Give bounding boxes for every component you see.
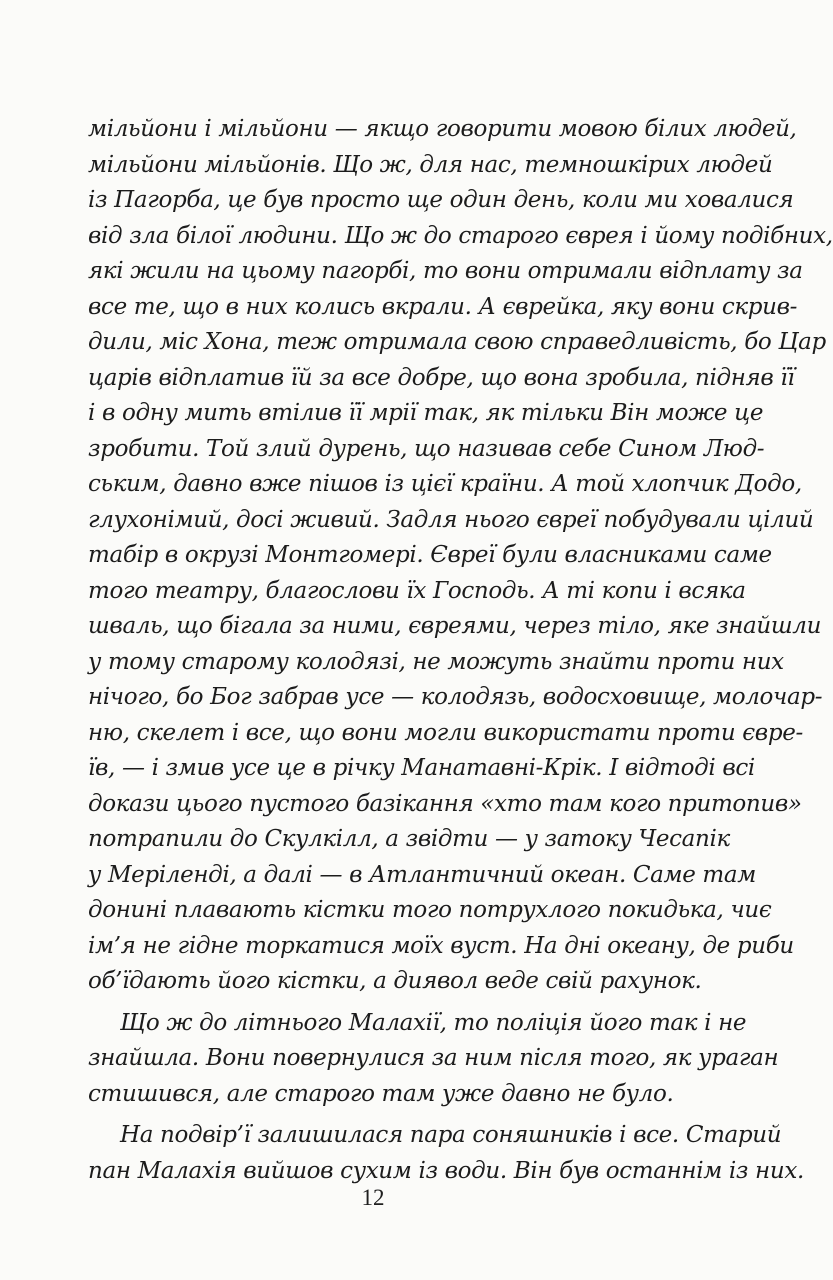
text-line: об’їдають його кістки, а диявол веде свій рахунок.	[88, 968, 702, 994]
text-line: із Пагорба, це був просто ще один день, коли ми ховалися	[88, 187, 794, 213]
text-line: табір в окрузі Монтгомері. Євреї були власниками саме	[88, 542, 772, 568]
text-body	[88, 112, 833, 1189]
text-line: у Меріленді, а далі — в Атлантичний океан. Саме там	[88, 861, 756, 888]
text-line: мільйони мільйонів. Що ж, для нас, темношкірих людей	[88, 151, 773, 178]
text-line: пан Малахія вийшов сухим із води. Він був останнім із них.	[88, 1157, 804, 1184]
text-line: На подвір’ї залишилася пара соняшників і все. Старий	[120, 1122, 782, 1148]
text-line: стишився, але старого там уже давно не було.	[88, 1080, 674, 1107]
text-line: у тому старому колодязі, не можуть знайти проти них	[88, 648, 784, 675]
page-number: 12	[361, 1185, 385, 1210]
text-line: докази цього пустого базікання «хто там кого притопив»	[88, 790, 802, 817]
text-line: від зла білої людини. Що ж до старого єврея і йому подібних,	[88, 222, 833, 249]
text-line: царів відплатив їй за все добре, що вона зробила, підняв її	[88, 364, 795, 391]
text-line: дили, міс Хона, теж отримала свою справедливість, бо Цар	[88, 329, 826, 355]
text-line: які жили на цьому пагорбі, то вони отримали відплату за	[88, 258, 803, 284]
text-line: ським, давно вже пішов із цієї країни. А той хлопчик Додо,	[88, 471, 802, 497]
text-line: все те, що в них колись вкрали. А єврейка, яку вони скрив-	[88, 293, 798, 320]
text-line: і в одну мить втілив її мрії так, як тільки Він може це	[88, 400, 764, 426]
text-line: глухонімий, досі живий. Задля нього євреї побудували цілий	[88, 506, 814, 533]
text-line: ню, скелет і все, що вони могли використати проти євре-	[88, 719, 803, 746]
paragraph-2	[88, 1006, 779, 1113]
text-line: потрапили до Скулкілл, а звідти — у затоку Чесапік	[88, 826, 730, 852]
text-line: знайшла. Вони повернулися за ним після того, як ураган	[88, 1045, 779, 1071]
text-line: донині плавають кістки того потрухлого покидька, чиє	[88, 897, 772, 923]
paragraph-3	[88, 1118, 804, 1189]
paragraph-1	[88, 112, 833, 1000]
text-line: нічого, бо Бог забрав усе — колодязь, водосховище, молочар-	[88, 684, 823, 710]
text-line: ім’я не гідне торкатися моїх вуст. На дні океану, де риби	[88, 932, 794, 959]
text-line: шваль, що бігала за ними, євреями, через тіло, яке знайшли	[88, 613, 822, 639]
text-line: мільйони і мільйони — якщо говорити мовою білих людей,	[88, 116, 797, 142]
text-line: того театру, благослови їх Господь. А ті копи і всяка	[88, 577, 746, 604]
text-line: Що ж до літнього Малахії, то поліція його так і не	[120, 1009, 747, 1036]
text-line: їв, — і змив усе це в річку Манатавні-Крік. І відтоді всі	[88, 755, 755, 781]
text-line: зробити. Той злий дурень, що називав себе Сином Люд-	[88, 435, 765, 462]
